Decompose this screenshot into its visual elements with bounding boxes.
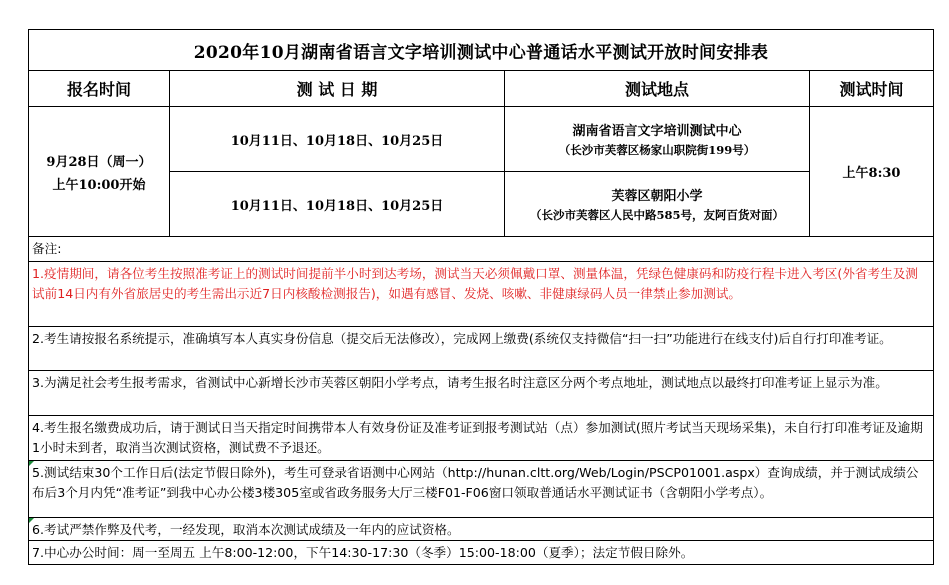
schedule-table <box>28 29 934 565</box>
header-test-time: 测试时间 <box>839 80 904 99</box>
schedule-body <box>29 107 933 237</box>
test-time-cell <box>810 107 933 236</box>
header-registration: 报名时间 <box>29 71 170 106</box>
note-text: 6.考试严禁作弊及代考，一经发现，取消本次测试成绩及一年内的应试资格。 <box>32 522 460 537</box>
note-text: 3.为满足社会考生报考需求，省测试中心新增长沙市芙蓉区朝阳小学考点，请考生报名时注意区分两个考点地址，测试地点以最终打印准考证上显示为准。 <box>32 375 888 390</box>
note-item-3 <box>29 371 933 416</box>
location-row-2 <box>505 172 810 236</box>
note-text: 2.考生请按报名系统提示，准确填写本人真实身份信息（提交后无法修改），完成网上缴费(系统仅支持微信“扫一扫”功能进行在线支付)后自行打印准考证。 <box>32 331 892 346</box>
note-item-6 <box>29 518 933 541</box>
registration-cell <box>29 107 170 236</box>
registration-start: 上午10:00开始 <box>52 177 146 193</box>
header-test-date: 测 试 日 期 <box>170 71 505 106</box>
note-text: 1.疫情期间，请各位考生按照准考证上的测试时间提前半小时到达考场，测试当天必须佩戴口罩、测量体温，凭绿色健康码和防疫行程卡进入考区(外省考生及测试前14日内有外省旅居史的考生需出示近7日内核酸检测报告)，如遇有感冒、发烧、咳嗽、非健康绿码人员一律禁止参加测试。 <box>32 266 918 301</box>
notes-label-row <box>29 237 933 262</box>
location-address: （长沙市芙蓉区杨家山职院街199号） <box>558 143 756 157</box>
note-item-4 <box>29 416 933 461</box>
title-row <box>29 30 933 71</box>
location-row-1 <box>505 107 810 172</box>
note-text: 4.考生报名缴费成功后，请于测试日当天指定时间携带本人有效身份证及准考证到报考测试站（点）参加测试(照片考试当天现场采集)，未自行打印准考证及逾期1小时未到者，取消当次测试资格，测试费不予退还。 <box>32 420 923 455</box>
notes-label: 备注: <box>32 241 62 256</box>
cell-comment-marker-icon <box>29 518 34 523</box>
test-time-value: 上午8:30 <box>842 166 901 181</box>
location-name: 芙蓉区朝阳小学 <box>611 189 703 204</box>
header-row <box>29 71 933 107</box>
note-item-1 <box>29 262 933 327</box>
location-name: 湖南省语言文字培训测试中心 <box>572 124 742 139</box>
cell-comment-marker-icon <box>29 461 34 466</box>
note-item-7 <box>29 541 933 564</box>
header-location: 测试地点 <box>505 71 810 106</box>
note-text: 5.测试结束30个工作日后(法定节假日除外)，考生可登录省语测中心网站（http://hunan.cltt.org/Web/Login/PSCP01001.aspx）查询成绩，并于测试成绩公布后3个月内凭“准考证”到我中心办公楼3楼305室或省政务服务大厅三楼F01-F06窗口领取普通话水平测试证书（含朝阳小学考点）。 <box>32 465 919 500</box>
note-item-2 <box>29 327 933 371</box>
test-dates-text: 10月11日、10月18日、10月25日 <box>230 133 444 149</box>
test-dates-row-1 <box>170 107 505 172</box>
registration-date: 9月28日（周一） <box>46 154 152 170</box>
note-text: 7.中心办公时间：周一至周五 上午8:00-12:00，下午14:30-17:30（冬季）15:00-18:00（夏季）；法定节假日除外。 <box>32 545 694 560</box>
page-title: 2020年10月湖南省语言文字培训测试中心普通话水平测试开放时间安排表 <box>193 42 769 63</box>
test-dates-text: 10月11日、10月18日、10月25日 <box>230 198 444 214</box>
test-dates-row-2 <box>170 172 505 236</box>
note-item-5 <box>29 461 933 518</box>
location-address: （长沙市芙蓉区人民中路585号，友阿百货对面） <box>529 208 784 222</box>
